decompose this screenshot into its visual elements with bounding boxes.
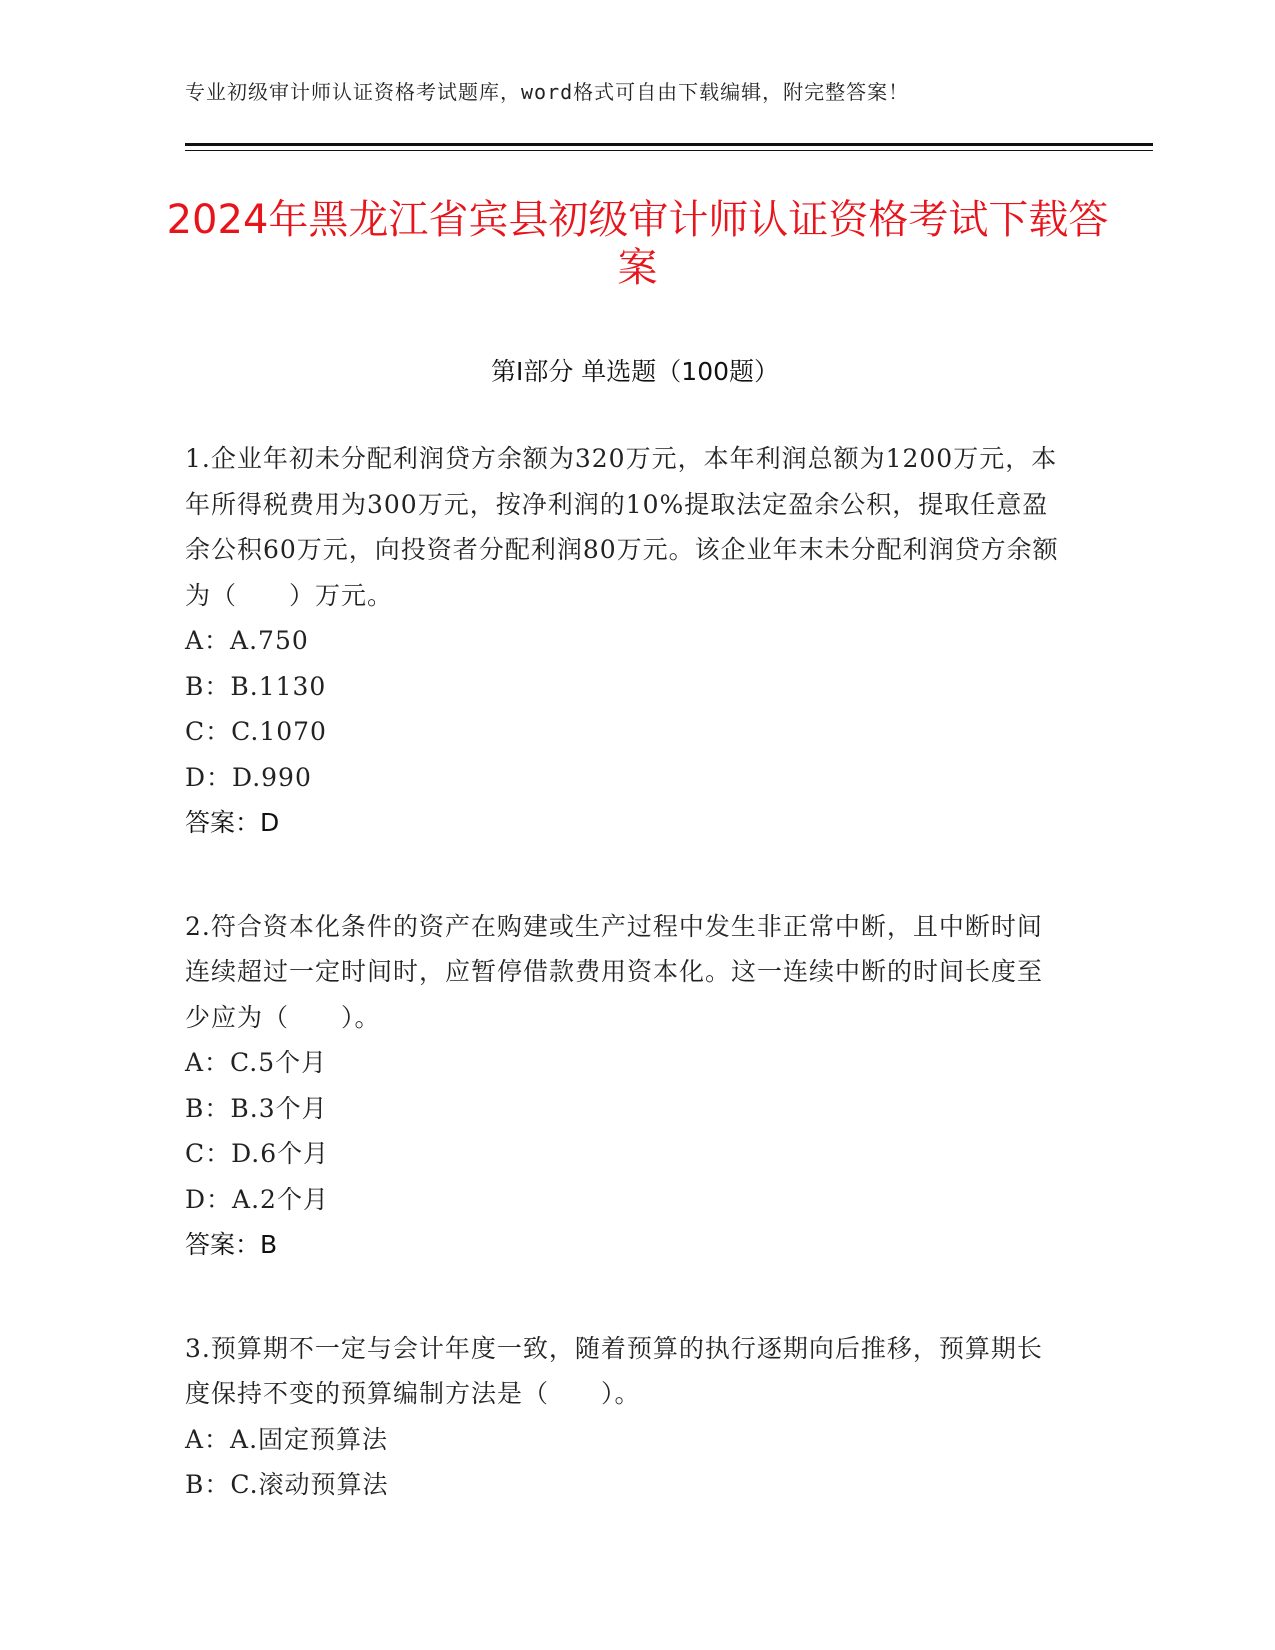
- section-heading: 第I部分 单选题（100题）: [490, 357, 780, 386]
- question-3: [185, 1326, 1065, 1508]
- question-stem: 2.符合资本化条件的资产在购建或生产过程中发生非正常中断，且中断时间连续超过一定时间时，应暂停借款费用资本化。这一连续中断的时间长度至少应为（ ）。: [185, 911, 1044, 1032]
- document-title: 2024年黑龙江省宾县初级审计师认证资格考试下载答案: [166, 197, 1109, 291]
- option-b: B：B.1130: [185, 671, 327, 701]
- question-stem: 1.企业年初未分配利润贷方余额为320万元，本年利润总额为1200万元，本年所得税费用为300万元，按净利润的10%提取法定盈余公积，提取任意盈余公积60万元，向投资者分配利润80万元。该企业年末未分配利润贷方余额为（ ）万元。: [185, 444, 1059, 610]
- option-b: B：B.3个月: [185, 1093, 328, 1123]
- option-c: C：D.6个月: [185, 1139, 330, 1168]
- option-a: A：A.750: [185, 626, 309, 655]
- header-rule-thick: [185, 143, 1153, 146]
- answer-line: 答案：D: [185, 808, 280, 837]
- option-b: B：C.滚动预算法: [185, 1470, 389, 1499]
- question-2: [185, 904, 1065, 1268]
- header-note: 专业初级审计师认证资格考试题库，word格式可自由下载编辑，附完整答案！: [185, 80, 910, 104]
- option-a: A：A.固定预算法: [185, 1424, 389, 1454]
- option-c: C：C.1070: [185, 717, 327, 746]
- question-1: [185, 436, 1065, 846]
- option-d: D：A.2个月: [185, 1184, 329, 1214]
- header-rule-thin: [185, 150, 1153, 151]
- answer-line: 答案：B: [185, 1230, 278, 1259]
- option-d: D：D.990: [185, 762, 312, 792]
- option-a: A：C.5个月: [185, 1048, 328, 1077]
- question-list: [185, 436, 1065, 1566]
- question-stem: 3.预算期不一定与会计年度一致，随着预算的执行逐期向后推移，预算期长度保持不变的预算编制方法是（ ）。: [185, 1333, 1043, 1408]
